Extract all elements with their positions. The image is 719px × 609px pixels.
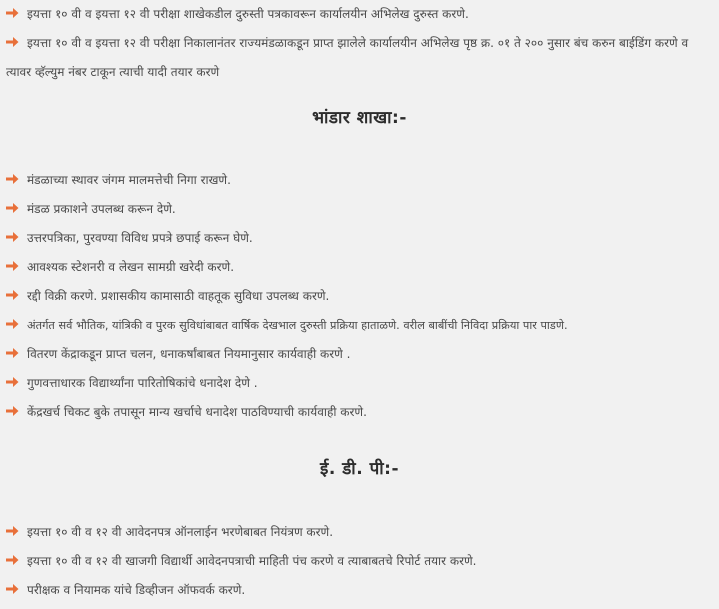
arrow-right-icon [6,260,19,272]
list-item [6,29,712,87]
arrow-right-icon [6,583,19,595]
list-item-text: मंडळ प्रकाशने उपलब्ध करून देणे. [27,202,176,216]
section-heading-bhandar: भांडार शाखा:- [312,108,407,128]
list-item [6,369,712,398]
list-item-text: मंडळाच्या स्थावर जंगम मालमत्तेची निगा राखणे. [27,173,231,187]
arrow-right-icon [6,202,19,214]
arrow-right-icon [6,36,19,48]
list-item-text: इयत्ता १० वी व १२ वी खाजगी विद्यार्थी आवेदनपत्राची माहिती पंच करणे व त्याबाबतचे रिपोर्ट तयार करणे. [27,554,477,568]
list-item [6,224,712,253]
arrow-right-icon [6,318,19,330]
arrow-right-icon [6,231,19,243]
list-item [6,253,712,282]
list-item-text: परीक्षक व नियामक यांचे डिव्हीजन ऑफवर्क करणे. [27,583,246,597]
list-item [6,398,712,427]
arrow-right-icon [6,376,19,388]
list-item [6,0,712,29]
arrow-right-icon [6,173,19,185]
list-item-text: वितरण केंद्राकडून प्राप्त चलन, धनाकर्षांबाबत नियमानुसार कार्यवाही करणे . [27,347,351,361]
list-item-text: उत्तरपत्रिका, पुरवण्या विविध प्रपत्रे छपाई करून घेणे. [27,231,253,245]
section-heading-edp: ई. डी. पी:- [319,459,399,479]
arrow-right-icon [6,347,19,359]
list-item-text: रद्दी विक्री करणे. प्रशासकीय कामासाठी वाहतूक सुविधा उपलब्ध करणे. [27,289,330,303]
arrow-right-icon [6,525,19,537]
list-item [6,547,712,576]
list-item [6,518,712,547]
list-item-text: गुणवत्ताधारक विद्यार्थ्यांना पारितोषिकांचे धनादेश देणे . [27,376,258,390]
arrow-right-icon [6,554,19,566]
list-item-text: इयत्ता १० वी व १२ वी आवेदनपत्र ऑनलाईन भरणेबाबत नियंत्रण करणे. [27,525,334,539]
list-item-text: अंतर्गत सर्व भौतिक, यांत्रिकी व पुरक सुविधांबाबत वार्षिक देखभाल दुरुस्ती प्रक्रिया हाताळणे. वरील बाबींची निविदा प्रक्रिया पार पाडणे. [27,319,568,332]
list-item-text: इयत्ता १० वी व इयत्ता १२ वी परीक्षा शाखेकडील दुरुस्ती पत्रकावरून कार्यालयीन अभिलेख दुरुस्त करणे. [27,7,469,21]
list-item-text: आवश्यक स्टेशनरी व लेखन सामग्री खरेदी करणे. [27,260,235,274]
arrow-right-icon [6,7,19,19]
list-item-text: केंद्रखर्च चिकट बुके तपासून मान्य खर्चाचे धनादेश पाठविण्याची कार्यवाही करणे. [27,405,367,419]
list-item [6,166,712,195]
list-item [6,576,712,605]
list-item [6,311,712,340]
list-item-text: इयत्ता १० वी व इयत्ता १२ वी परीक्षा निकालानंतर राज्यमंडळाकडून प्राप्त झालेले कार्यालयीन अभिलेख पृष्ठ क्र. ०१ ते २०० नुसार बंच करुन बाईडिंग करणे व त्यावर व्हॅल्युम नंबर टाकून त्याची यादी तयार करणे [6,36,689,79]
list-item [6,195,712,224]
list-item [6,340,712,369]
list-item [6,282,712,311]
arrow-right-icon [6,289,19,301]
arrow-right-icon [6,405,19,417]
